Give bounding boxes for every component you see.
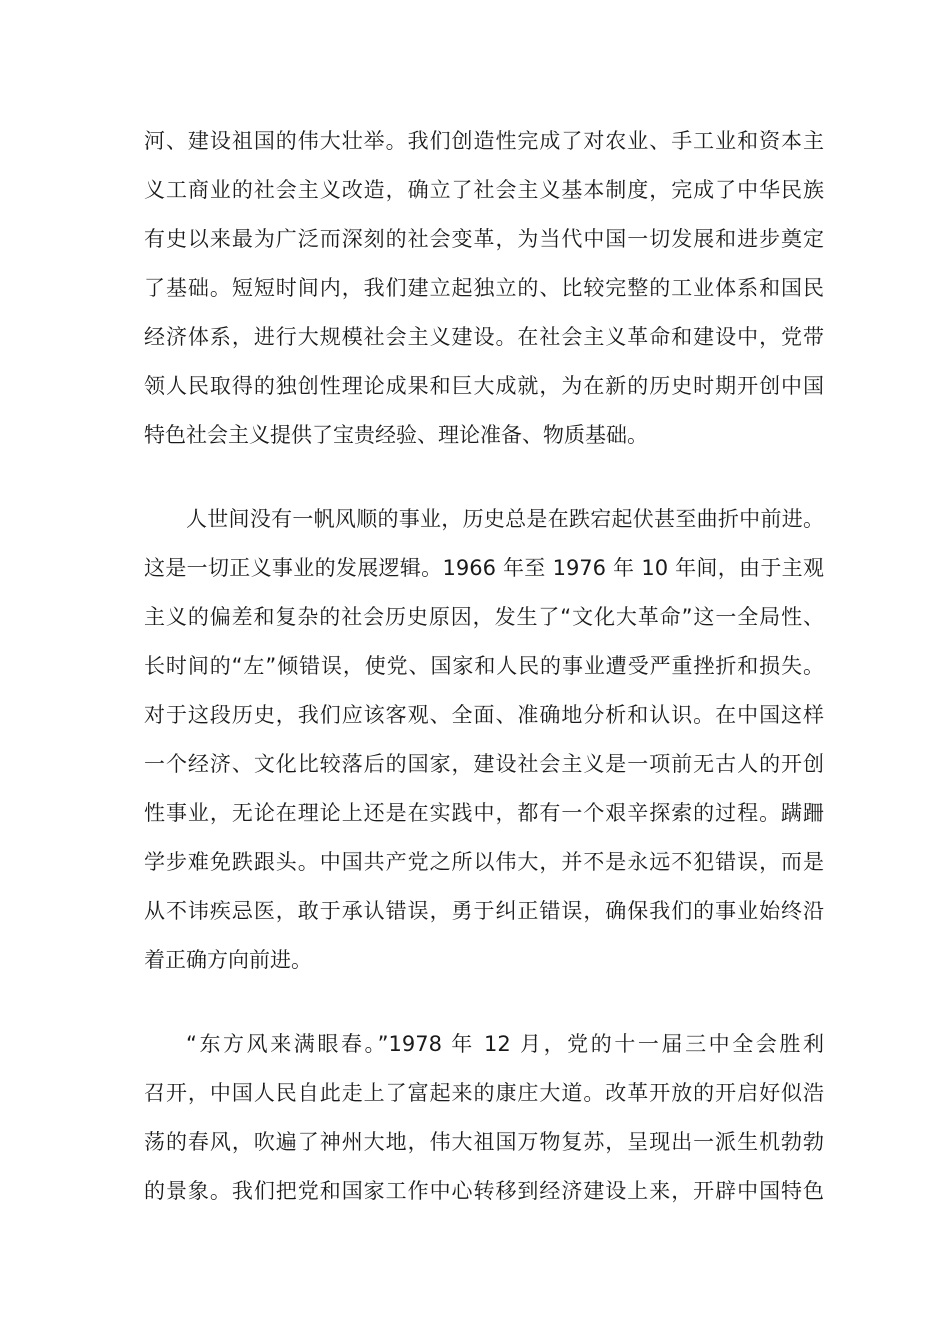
paragraph-3-line-4: 的景象。我们把党和国家工作中心转移到经济建设上来，开辟中国特色	[144, 1179, 824, 1203]
paragraph-2-line-10: 着正确方向前进。	[144, 948, 312, 972]
paragraph-2-line-5: 对于这段历史，我们应该客观、全面、准确地分析和认识。在中国这样	[144, 703, 824, 727]
paragraph-2-line-4: 长时间的“左”倾错误，使党、国家和人民的事业遭受严重挫折和损失。	[144, 654, 824, 678]
paragraph-2-line-1: 人世间没有一帆风顺的事业，历史总是在跌宕起伏甚至曲折中前进。	[186, 507, 824, 531]
paragraph-1-line-2: 义工商业的社会主义改造，确立了社会主义基本制度，完成了中华民族	[144, 178, 824, 202]
paragraph-1-line-3: 有史以来最为广泛而深刻的社会变革，为当代中国一切发展和进步奠定	[144, 227, 824, 251]
paragraph-1-line-1: 河、建设祖国的伟大壮举。我们创造性完成了对农业、手工业和资本主	[144, 129, 824, 153]
paragraph-1-line-5: 经济体系，进行大规模社会主义建设。在社会主义革命和建设中，党带	[144, 325, 824, 349]
paragraph-3-line-2: 召开，中国人民自此走上了富起来的康庄大道。改革开放的开启好似浩	[144, 1081, 824, 1105]
paragraph-3-line-3: 荡的春风，吹遍了神州大地，伟大祖国万物复苏，呈现出一派生机勃勃	[144, 1130, 824, 1154]
paragraph-2-line-6: 一个经济、文化比较落后的国家，建设社会主义是一项前无古人的开创	[144, 752, 824, 776]
paragraph-2-line-7: 性事业，无论在理论上还是在实践中，都有一个艰辛探索的过程。蹒跚	[144, 801, 824, 825]
paragraph-2-line-2: 这是一切正义事业的发展逻辑。1966 年至 1976 年 10 年间，由于主观	[144, 556, 824, 580]
paragraph-1-line-7: 特色社会主义提供了宝贵经验、理论准备、物质基础。	[144, 423, 648, 447]
paragraph-2-line-3: 主义的偏差和复杂的社会历史原因，发生了“文化大革命”这一全局性、	[144, 605, 824, 629]
paragraph-3-line-1: “东方风来满眼春。”1978 年 12 月，党的十一届三中全会胜利	[186, 1032, 824, 1056]
paragraph-1-line-6: 领人民取得的独创性理论成果和巨大成就，为在新的历史时期开创中国	[144, 374, 824, 398]
paragraph-2-line-9: 从不讳疾忌医，敢于承认错误，勇于纠正错误，确保我们的事业始终沿	[144, 899, 824, 923]
paragraph-1-line-4: 了基础。短短时间内，我们建立起独立的、比较完整的工业体系和国民	[144, 276, 824, 300]
paragraph-2-line-8: 学步难免跌跟头。中国共产党之所以伟大，并不是永远不犯错误，而是	[144, 850, 824, 874]
